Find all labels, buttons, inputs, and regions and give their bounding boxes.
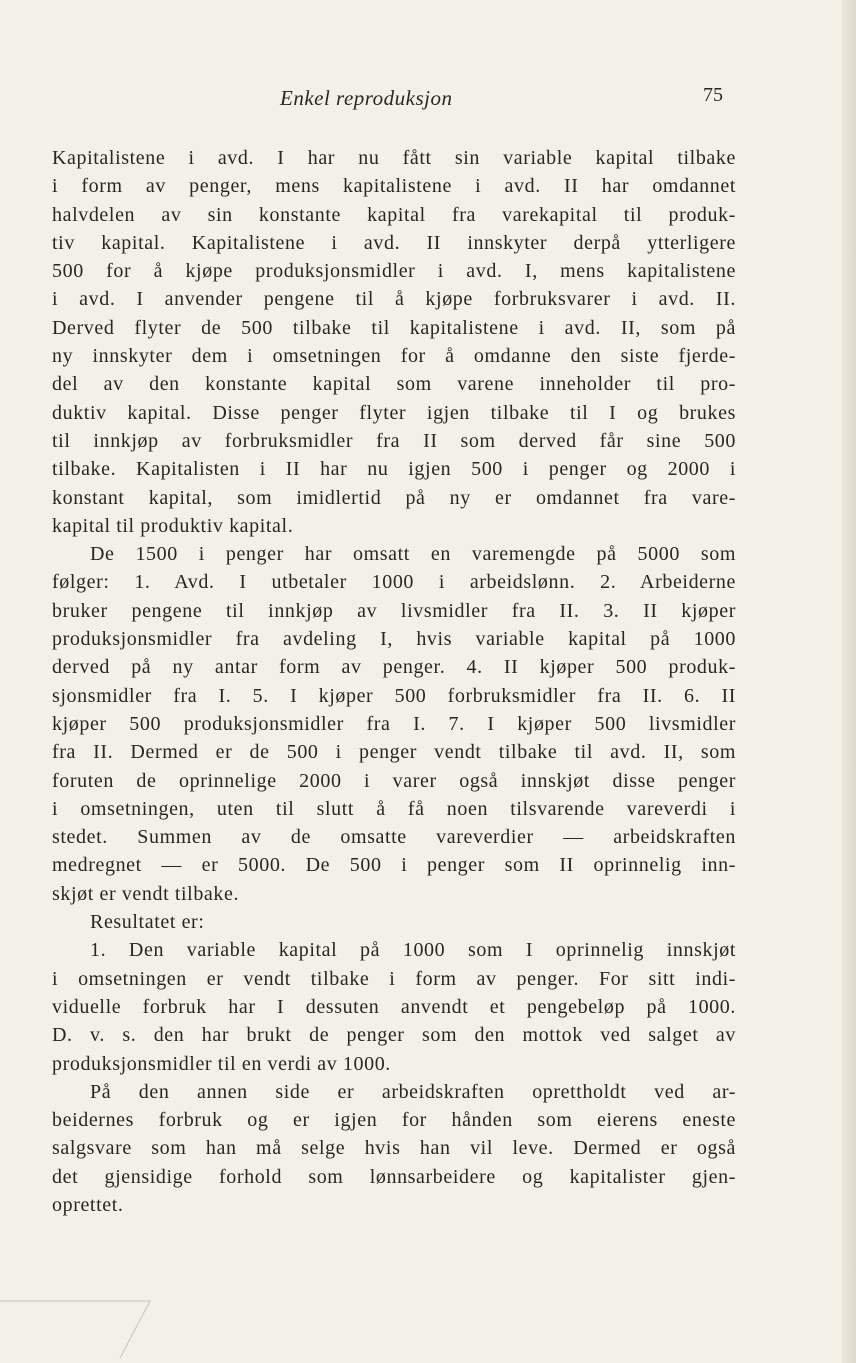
text-line: ny innskyter dem i omsetningen for å omdanne den siste fjerde- (52, 345, 736, 368)
body-text (52, 144, 736, 1219)
page-edge (842, 0, 856, 1363)
text-line: De 1500 i penger har omsatt en varemengde på 5000 som (90, 543, 736, 566)
text-line: På den annen side er arbeidskraften oprettholdt ved ar- (90, 1080, 736, 1103)
text-line: konstant kapital, som imidlertid på ny er omdannet fra vare- (52, 486, 736, 509)
text-line: i avd. I anvender pengene til å kjøpe forbruksvarer i avd. II. (52, 288, 736, 311)
text-line: halvdelen av sin konstante kapital fra varekapital til produk- (52, 203, 736, 226)
page-number: 75 (703, 84, 723, 106)
text-line: salgsvare som han må selge hvis han vil leve. Dermed er også (52, 1137, 736, 1160)
running-title: Enkel reproduksjon (280, 86, 453, 110)
text-line: oprettet. (52, 1193, 124, 1216)
text-line: medregnet — er 5000. De 500 i penger som II oprinnelig inn- (52, 854, 736, 877)
text-line: D. v. s. den har brukt de penger som den mottok ved salget av (52, 1024, 736, 1047)
text-line: følger: 1. Avd. I utbetaler 1000 i arbeidslønn. 2. Arbeiderne (52, 571, 736, 594)
text-line: skjøt er vendt tilbake. (52, 882, 240, 905)
text-line: Kapitalistene i avd. I har nu fått sin variable kapital tilbake (52, 147, 736, 169)
text-line: i omsetningen, uten til slutt å få noen tilsvarende vareverdi i (52, 797, 736, 820)
text-line: sjonsmidler fra I. 5. I kjøper 500 forbruksmidler fra II. 6. II (52, 684, 736, 707)
text-line: duktiv kapital. Disse penger flyter igjen tilbake til I og brukes (52, 401, 736, 424)
text-line: stedet. Summen av de omsatte vareverdier — arbeidskraften (52, 826, 736, 849)
text-line: det gjensidige forhold som lønnsarbeidere og kapitalister gjen- (52, 1165, 736, 1188)
text-line: i form av penger, mens kapitalistene i avd. II har omdannet (52, 175, 736, 198)
text-line: beidernes forbruk og er igjen for hånden som eierens eneste (52, 1109, 736, 1132)
text-line: tiv kapital. Kapitalistene i avd. II innskyter derpå ytterligere (52, 231, 736, 254)
text-line: kapital til produktiv kapital. (52, 514, 294, 537)
text-line: 500 for å kjøpe produksjonsmidler i avd. I, mens kapitalistene (52, 260, 736, 283)
text-line: derved på ny antar form av penger. 4. II kjøper 500 produk- (52, 656, 736, 679)
text-line: produksjonsmidler fra avdeling I, hvis variable kapital på 1000 (52, 628, 736, 651)
page-header (0, 86, 856, 116)
text-line: i omsetningen er vendt tilbake i form av penger. For sitt indi- (52, 967, 736, 990)
text-line: del av den konstante kapital som varene inneholder til pro- (52, 373, 736, 396)
text-line: 1. Den variable kapital på 1000 som I oprinnelig innskjøt (90, 939, 736, 962)
text-line: tilbake. Kapitalisten i II har nu igjen 500 i penger og 2000 i (52, 458, 736, 481)
text-line: Derved flyter de 500 tilbake til kapitalistene i avd. II, som på (52, 316, 736, 339)
text-line: fra II. Dermed er de 500 i penger vendt tilbake til avd. II, som (52, 741, 736, 764)
text-line: produksjonsmidler til en verdi av 1000. (52, 1052, 391, 1075)
text-line: til innkjøp av forbruksmidler fra II som derved får sine 500 (52, 429, 736, 452)
text-line: viduelle forbruk har I dessuten anvendt et pengebeløp på 1000. (52, 995, 736, 1018)
text-line: foruten de oprinnelige 2000 i varer også innskjøt disse penger (52, 769, 736, 792)
text-line: Resultatet er: (90, 911, 205, 934)
text-line: kjøper 500 produksjonsmidler fra I. 7. I kjøper 500 livsmidler (52, 712, 736, 735)
text-line: bruker pengene til innkjøp av livsmidler fra II. 3. II kjøper (52, 599, 736, 622)
pencil-mark-icon (0, 1253, 200, 1363)
